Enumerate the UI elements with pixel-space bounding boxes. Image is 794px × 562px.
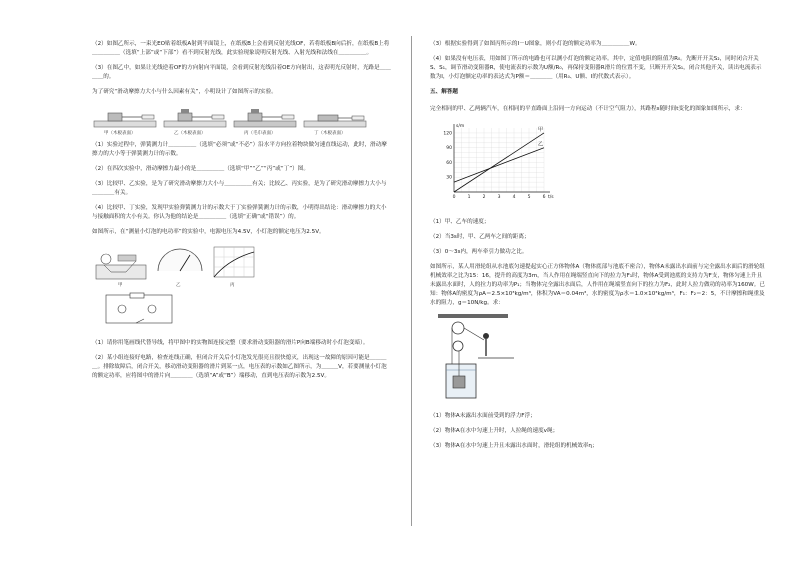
fig-label-lamp-bing: 丙	[230, 283, 235, 288]
car-question-1: （1）甲、乙车的速度；	[430, 219, 490, 225]
fig-label-ding: 丁（木板表面）	[314, 131, 346, 136]
x-tick-label: 0	[452, 195, 456, 200]
y-tick-label: 60	[446, 160, 452, 166]
series-label-1: 甲	[538, 126, 544, 133]
car-question-2: （2）当3s时，甲、乙两车之间的距离；	[430, 234, 530, 240]
x-tick-label: 1	[467, 195, 471, 200]
circuit-diagram-ding	[100, 291, 180, 331]
lamp-intro: 如图所示，在“测量小灯泡的电功率”的实验中，电源电压为4.5V，小灯泡的额定电压为2.5V。	[92, 229, 325, 235]
car-intro: 完全相同的甲、乙两辆汽车，在相同的平直路面上沿同一方向运动（不计空气阻力），其路程s随时间t变化的图象如图所示，求：	[430, 106, 746, 112]
pulley-question-1: （1）物体A未露出水面前受到的浮力F浮；	[430, 413, 536, 419]
question-3: （3）在图乙中，如果让光线逆着OF的方向射向平面镜，会看到反射光线沿着OE方向射出，这表明光反射时，光路是＿＿＿＿的。	[92, 65, 391, 80]
friction-experiment-figure	[92, 103, 372, 135]
pulley-question-2: （2）物体A在水中匀速上升时，人拉绳的速度v绳；	[430, 428, 559, 434]
car-chart-container	[436, 120, 765, 210]
x-tick-label: 2	[482, 195, 486, 200]
lamp-question-3: （3）根据实验得到了如图丙所示的I－U图象，则小灯泡的额定功率为＿＿＿＿＿W。	[430, 41, 641, 47]
pulley-figure	[438, 314, 528, 402]
car-question-3: （3）0～3s内，两车牵引力做功之比。	[430, 249, 528, 255]
friction-question-3: （3）比较甲、乙实验，是为了研究滑动摩擦力大小与＿＿＿＿＿有关；比较乙、丙实验，是为了研究滑动摩擦力大小与＿＿＿＿有关。	[92, 181, 387, 196]
x-axis-label: t/s	[548, 195, 554, 200]
right-column	[430, 40, 765, 457]
lamp-experiment-figure	[92, 243, 262, 288]
car-s-t-chart	[436, 120, 556, 206]
question-2: （2）如图乙所示，一束光EO贴着纸板A射到平面镜上，在纸板B上会看到反射光线OF，若将纸板B向后折，在纸板B上将＿＿＿＿＿（选填“上部”或“下部”）看不到反射光线，此实验现象说明反射光线、入射光线和法线在＿＿＿＿＿。	[92, 41, 390, 56]
x-tick-label: 6	[542, 195, 546, 200]
y-tick-label: 120	[443, 131, 452, 137]
column-divider	[411, 36, 412, 526]
y-tick-label: 90	[446, 146, 452, 152]
lamp-question-2: （2）某小组连接好电路，检查连线正确，但闭合开关后小灯泡发光很亮且很快熄灭，出现这一故障的原因可能是＿＿＿＿。排除故障后，闭合开关，移动滑动变阻器的滑片到某一点，电压表的示数如乙图所示，为＿＿＿V，若要测量小灯泡的额定功率，应将图中的滑片向＿＿＿＿（选填“A”或“B”）端移动，直到电压表的示数为2.5V。	[92, 355, 387, 379]
pulley-intro: 如图所示，某人用滑轮组从水池底匀速提起实心正方体物体A（物体底部与池底不密合），物体A未露出水面前与完全露出水面后的滑轮组机械效率之比为15：16，提升的高度为3m，当人作用在绳端竖直向下的拉力为F₁时，物体A受到池底的支持力为F支，物体匀速上升且未露出水面时，人的拉力的功率为P₁；当物体完全露出水面后，人作用在绳端竖直向下的拉力为F₂，此时人拉力做功的功率为160W。已知：物体A的密度为ρA＝2.5×10³kg/m³，体积为VA＝0.04m³，水的密度为ρ水＝1.0×10³kg/m³，F₁：F₂＝2：5，不计摩擦和绳重及水的阻力，g＝10N/kg。求：	[430, 264, 765, 306]
fig-label-yi: 乙（木板表面）	[174, 131, 206, 136]
friction-question-2: （2）在四次实验中，滑动摩擦力最小的是＿＿＿＿＿（选填“甲”“乙”“丙”或“丁”）图。	[92, 166, 309, 172]
fig-label-lamp-jia: 甲	[118, 283, 123, 288]
x-tick-label: 3	[497, 195, 501, 200]
lamp-question-1: （1）请你用笔画线代替导线，将甲图中的实物图连接完整（要求滑动变阻器的滑片P向B端移动时小灯泡变暗）。	[92, 340, 369, 346]
fig-label-jia: 甲（木板表面）	[104, 131, 136, 136]
friction-intro: 为了研究“滑动摩擦力大小与什么因素有关”，小明设计了如图所示的实验。	[92, 89, 277, 95]
fig-label-bing: 丙（毛巾表面）	[244, 131, 276, 136]
lamp-figures	[92, 243, 392, 288]
series-label-2: 乙	[538, 141, 544, 148]
fig-label-lamp-yi: 乙	[176, 283, 181, 288]
section-title: 五、解答题	[430, 89, 458, 95]
pulley-question-3: （3）物体A在水中匀速上升且未露出水面时，滑轮组的机械效率η；	[430, 443, 598, 449]
friction-figures	[92, 103, 392, 135]
lamp-question-4: （4）如果没有电压表，用如图丁所示的电路也可以测小灯泡的额定功率。其中，定值电阻的阻值为R₀。先断开开关S₂，同时闭合开关S、S₁，调节滑动变阻器R，使电流表的示数为U额/R₀，再保持变阻器R滑片的位置不变，只断开开关S₁，闭合其他开关，读出电流表示数为I，小灯泡额定功率的表达式为P额＝＿＿＿＿（用R₀、U额、I的代数式表示）。	[430, 56, 762, 80]
friction-question-4: （4）比较甲、丁实验，发现甲实验弹簧测力计的示数大于丁实验弹簧测力计的示数，小明得出结论：滑动摩擦力的大小与接触面积的大小有关。你认为他的结论是＿＿＿＿＿（选填“正确”或“错误”）的。	[92, 205, 387, 220]
y-axis-label: s/m	[456, 124, 465, 129]
left-column	[92, 40, 392, 387]
x-tick-label: 5	[527, 195, 531, 200]
x-tick-label: 4	[512, 195, 516, 200]
y-tick-label: 30	[446, 175, 452, 181]
friction-question-1: （1）实验过程中，弹簧测力计＿＿＿＿＿（选填“必须”或“不必”）沿水平方向拉着物块做匀速直线运动，此时，滑动摩擦力的大小等于弹簧测力计的示数。	[92, 142, 387, 157]
